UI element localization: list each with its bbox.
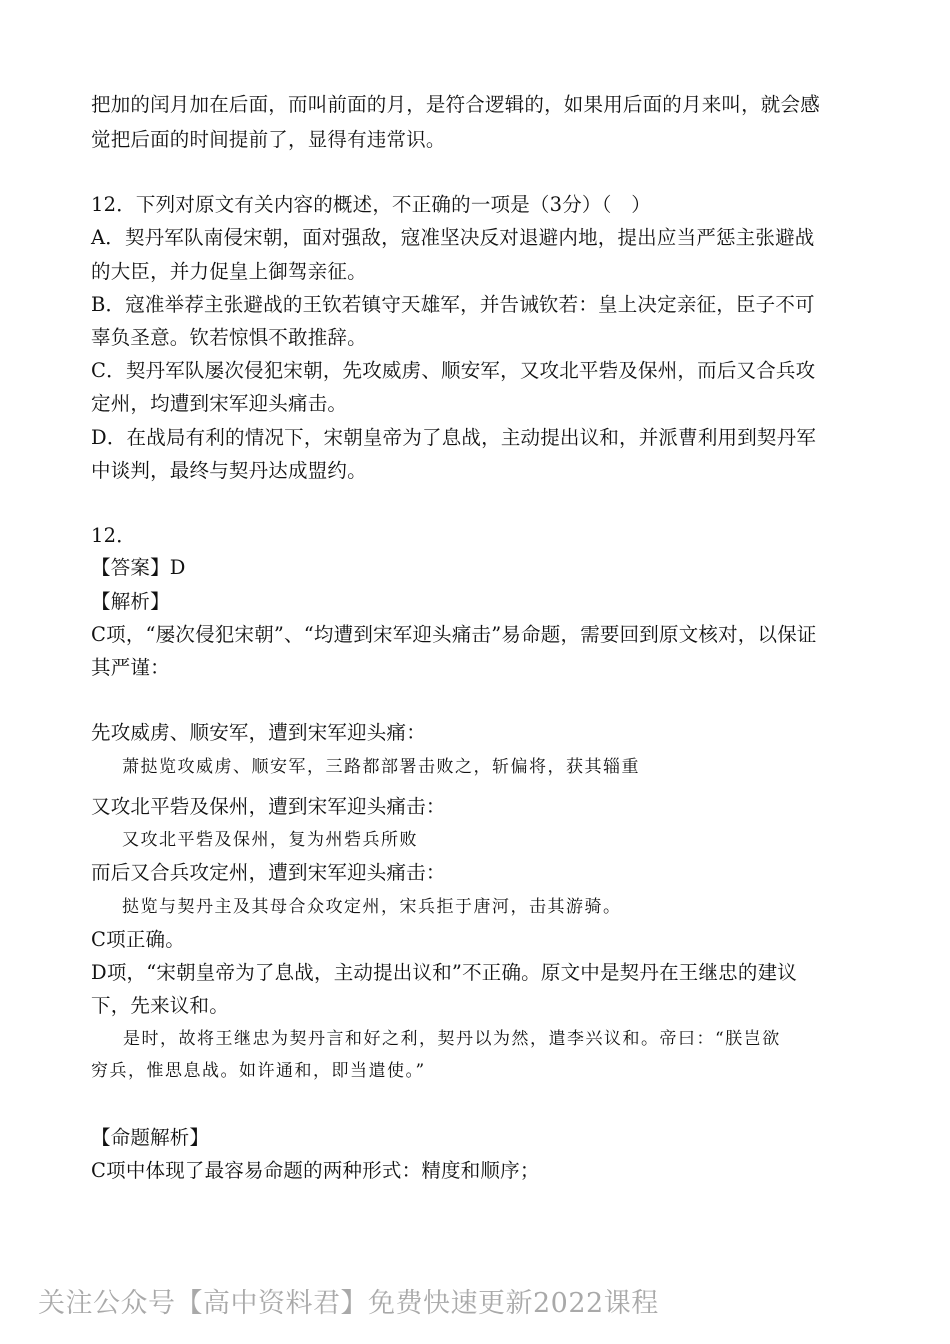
quote-3: 挞览与契丹主及其母合众攻定州，宋兵拒于唐河，击其游骑。 <box>122 897 622 917</box>
analysis-line-1: C项，“屡次侵犯宋朝”、“均遭到宋军迎头痛击”易命题，需要回到原文核对，以保证 <box>91 623 817 646</box>
option-a-line-2: 的大臣，并力促皇上御驾亲征。 <box>91 260 367 283</box>
analysis-label: 【解析】 <box>91 590 170 613</box>
mingti-text: C项中体现了最容易命题的两种形式：精度和顺序； <box>91 1159 540 1182</box>
option-d-line-2: 中谈判，最终与契丹达成盟约。 <box>91 459 367 482</box>
option-c-line-1: C．契丹军队屡次侵犯宋朝，先攻威虏、顺安军，又攻北平砦及保州，而后又合兵攻 <box>91 359 816 382</box>
option-b-line-2: 辜负圣意。钦若惊惧不敢推辞。 <box>91 326 367 349</box>
intro-line-1: 把加的闰月加在后面，而叫前面的月，是符合逻辑的，如果用后面的月来叫，就会感 <box>91 93 820 116</box>
option-a-line-1: A．契丹军队南侵宋朝，面对强敌，寇准坚决反对退避内地，提出应当严惩主张避战 <box>91 226 815 249</box>
d-analysis-line-1: D项，“宋朝皇帝为了息战，主动提出议和”不正确。原文中是契丹在王继忠的建议 <box>91 961 797 984</box>
point-3: 而后又合兵攻定州，遭到宋军迎头痛击： <box>91 861 446 884</box>
c-conclusion: C项正确。 <box>91 928 185 951</box>
answer-number: 12． <box>91 524 136 547</box>
analysis-line-2: 其严谨： <box>91 656 170 679</box>
quote-2: 又攻北平砦及保州，复为州砦兵所败 <box>122 830 418 850</box>
intro-line-2: 觉把后面的时间提前了，显得有违常识。 <box>91 128 446 151</box>
d-analysis-line-2: 下，先来议和。 <box>91 994 229 1017</box>
option-b-line-1: B．寇准举荐主张避战的王钦若镇守天雄军，并告诫钦若：皇上决定亲征，臣子不可 <box>91 293 815 316</box>
option-c-line-2: 定州，均遭到宋军迎头痛击。 <box>91 392 348 415</box>
quote-4-line-2: 穷兵，惟思息战。如许通和，即当遣使。” <box>91 1061 426 1081</box>
quote-4-line-1: 是时，故将王继忠为契丹言和好之利，契丹以为然，遣李兴议和。帝曰：“朕岂欲 <box>123 1029 781 1049</box>
point-1: 先攻威虏、顺安军，遭到宋军迎头痛： <box>91 721 426 744</box>
mingti-label: 【命题解析】 <box>91 1126 210 1149</box>
quote-1: 萧挞览攻威虏、顺安军，三路都部署击败之，斩偏将，获其辎重 <box>122 757 640 777</box>
option-d-line-1: D．在战局有利的情况下，宋朝皇帝为了息战，主动提出议和，并派曹利用到契丹军 <box>91 426 817 449</box>
footer-watermark: 关注公众号【高中资料君】免费快速更新2022课程 <box>38 1288 659 1319</box>
question-stem: 12．下列对原文有关内容的概述，不正确的一项是（3分）（ ） <box>91 193 651 216</box>
point-2: 又攻北平砦及保州，遭到宋军迎头痛击： <box>91 795 446 818</box>
answer-label: 【答案】D <box>91 556 186 579</box>
